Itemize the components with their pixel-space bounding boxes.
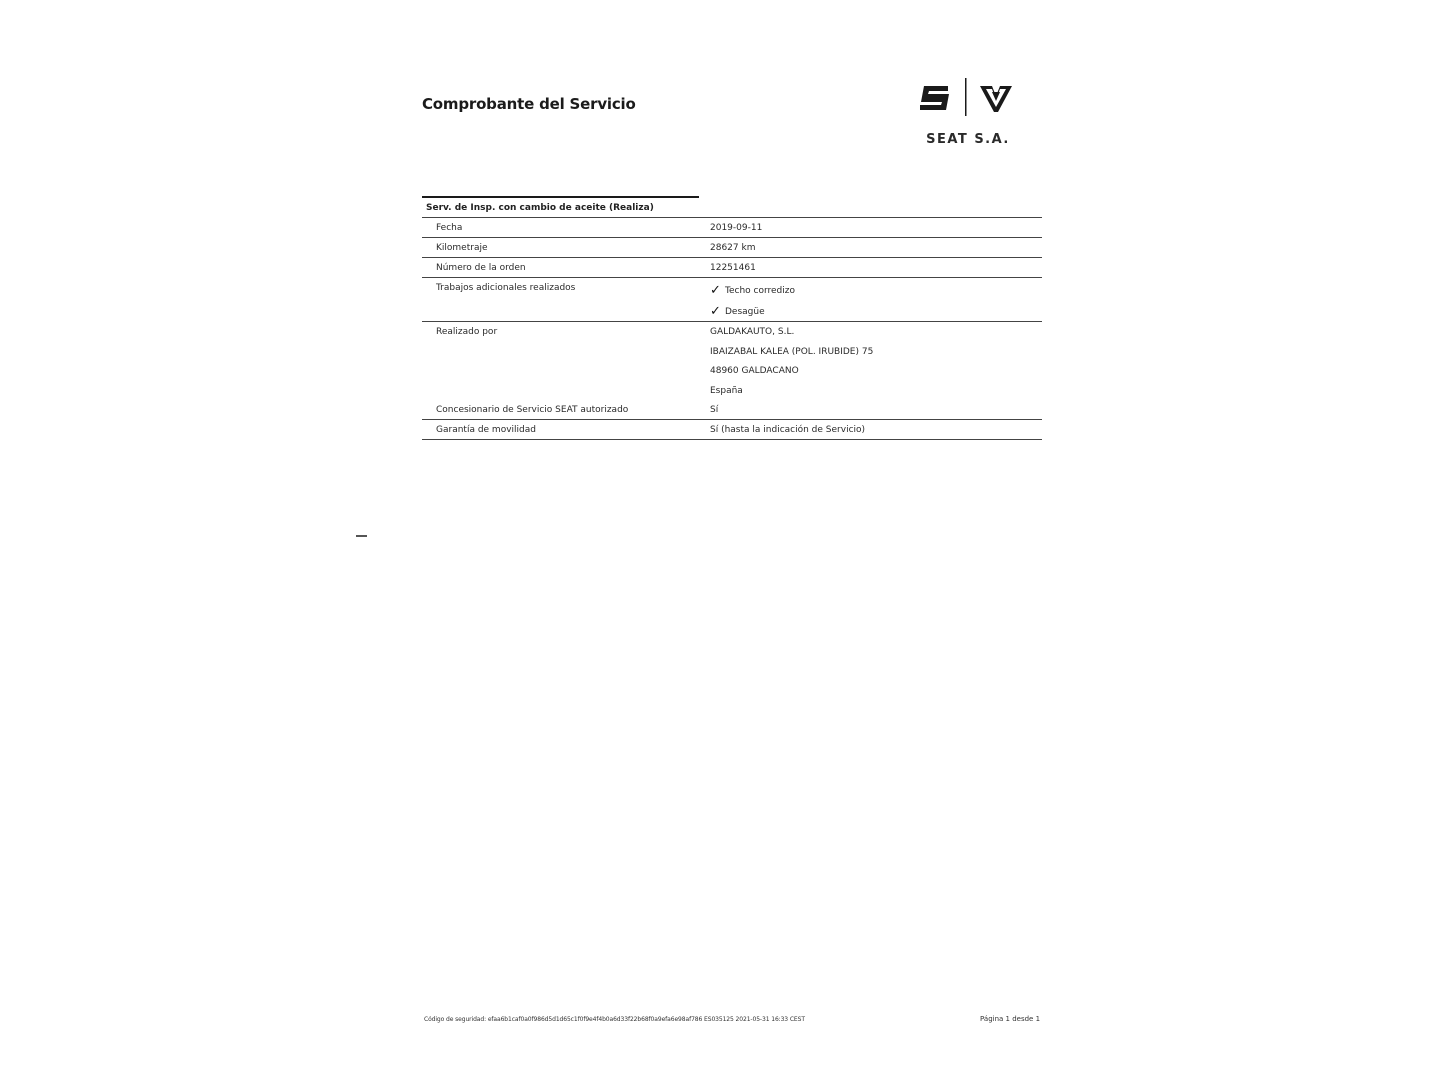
row-label: Garantía de movilidad [436, 425, 536, 435]
row-label: Realizado por [436, 327, 498, 337]
row-trabajos-adicionales [422, 277, 1042, 321]
row-value: 2019-09-11 [710, 223, 763, 233]
address-line: España [710, 385, 743, 396]
row-label: Fecha [436, 223, 463, 233]
row-value: 28627 km [710, 243, 756, 253]
list-item [710, 301, 1042, 322]
row-kilometraje [422, 237, 1042, 257]
service-heading: Serv. de Insp. con cambio de aceite (Realiza) [422, 196, 699, 217]
checkmark-icon: ✓ [710, 282, 721, 298]
row-label: Número de la orden [436, 263, 526, 273]
row-concesionario [422, 400, 1042, 419]
security-code: Código de seguridad: efaa6b1caf0a0f986d5d1d65c1f0f9e4f4b0a6d33f22b68f0a9efa6e98af786 ES035125 2021-05-31 16:33 CEST [424, 1016, 805, 1023]
row-fecha [422, 217, 1042, 237]
logo-divider [965, 78, 967, 116]
checkmark-icon: ✓ [710, 303, 721, 319]
work-item-label: Techo corredizo [725, 285, 796, 296]
scan-mark [356, 535, 367, 537]
document-title: Comprobante del Servicio [422, 95, 636, 113]
seat-logo-icon [920, 86, 949, 110]
row-value: 12251461 [710, 263, 756, 273]
row-label: Kilometraje [436, 243, 488, 253]
row-realizado-por [422, 321, 1042, 400]
page-number: Página 1 desde 1 [980, 1015, 1041, 1023]
cupra-logo-icon [980, 86, 1012, 112]
address-line: IBAIZABAL KALEA (POL. IRUBIDE) 75 [710, 346, 874, 357]
seat-cupra-logo-icon [916, 74, 1020, 126]
row-label: Trabajos adicionales realizados [436, 283, 576, 293]
row-garantia-movilidad [422, 419, 1042, 440]
work-item-label: Desagüe [725, 306, 765, 317]
list-item [710, 280, 1042, 301]
brand-name: SEAT S.A. [926, 132, 1010, 147]
row-label: Concesionario de Servicio SEAT autorizado [436, 405, 629, 415]
address-line: 48960 GALDACANO [710, 366, 799, 376]
address-line: GALDAKAUTO, S.L. [710, 327, 795, 337]
row-numero-orden [422, 257, 1042, 277]
brand-logos [916, 74, 1020, 154]
service-section [422, 196, 1042, 440]
row-value: Sí (hasta la indicación de Servicio) [710, 425, 866, 435]
row-value: Sí [710, 405, 719, 415]
